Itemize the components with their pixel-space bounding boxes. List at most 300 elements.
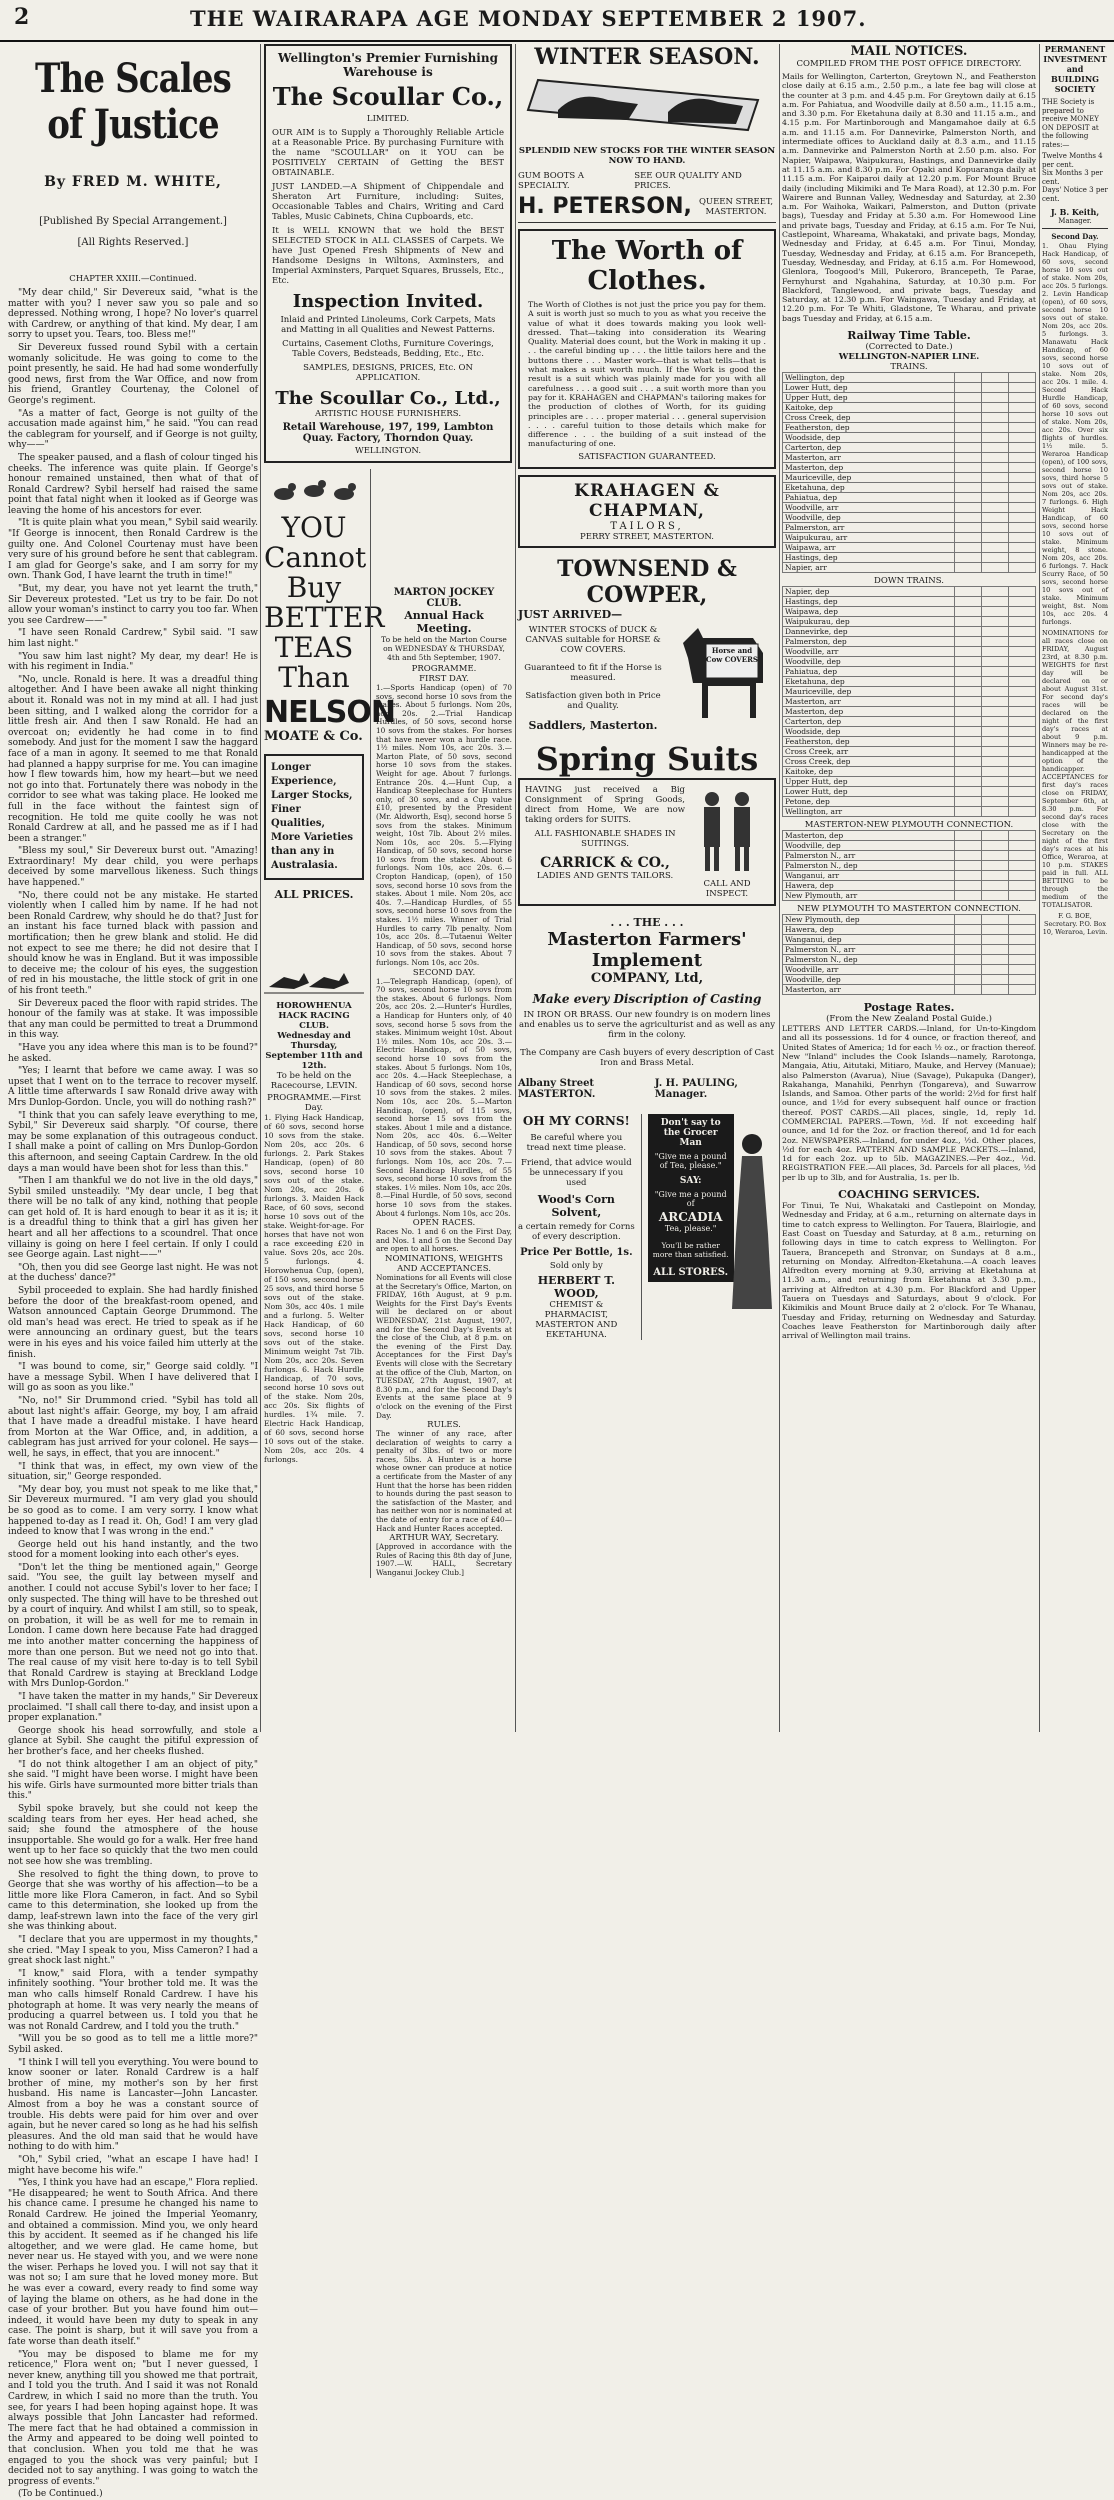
station-name: Woodville, dep xyxy=(783,975,955,985)
serial-paragraph: "Then I am thankful we do not live in the old days," Sybil smiled unsteadily. "My dear uncle, I beg that there will be no talk of any kind, nothing that people can get hold of. It is hard enough to bear it as it is; it is a dreadful thing to think that a girl has given her heart and all her affections to a scoundrel. That once villainy is going on here I feel certain. If only I could see George again. Last night——" xyxy=(8,1176,258,1261)
down-trains-table xyxy=(782,586,1036,817)
time-cell xyxy=(955,473,982,483)
serial-paragraph: "I do not think altogether I am an object of pity," she said. "I might have been worse. I might have been his wife. Girls have surmounted more bitter trials than this." xyxy=(8,1759,259,1802)
station-row xyxy=(783,463,1036,473)
farmers-dots: . . . THE . . . xyxy=(610,915,684,929)
time-cell xyxy=(955,503,982,513)
time-cell xyxy=(982,851,1009,861)
time-cell xyxy=(982,523,1009,533)
corns-product: Wood's Corn Solvent, xyxy=(537,1192,615,1219)
time-cell xyxy=(1009,637,1036,647)
serial-paragraph: Sir Devereux paced the floor with rapid strides. The honour of the family was at stake. It was impossible that any man could be permitted to treat a Drummond in this way. xyxy=(8,998,258,1041)
arcadia-stores: ALL STORES. xyxy=(653,1266,729,1278)
time-cell xyxy=(982,677,1009,687)
time-cell xyxy=(982,687,1009,697)
station-row xyxy=(783,717,1036,727)
station-row xyxy=(783,483,1036,493)
jockey-sub: Annual Hack Meeting. xyxy=(404,609,484,635)
newspaper-title: THE WAIRARAPA AGE MONDAY SEPTEMBER 2 1907. xyxy=(190,6,867,31)
time-cell xyxy=(955,851,982,861)
time-cell xyxy=(982,841,1009,851)
time-cell xyxy=(955,925,982,935)
up-trains-table xyxy=(782,372,1036,573)
time-cell xyxy=(955,553,982,563)
mail-sub: COMPILED FROM THE POST OFFICE DIRECTORY. xyxy=(796,59,1022,69)
coach-text: For Tinui, Te Nui, Whakataki and Castlepoint on Monday, Wednesday and Friday, at 6 a.m., returning on alternate days in time to catch express to Wellington. For Tauera, Blairlogie, and East Coast on Tuesday and Saturday, at 8 a.m., returning on following days in time to catch express to Wellington. For Tauera, Brancepeth and Stronvar, on Sundays at 8 a.m., returning on Monday. Alfredton-Eketahuna.—A coach leaves Alfredton every morning at 9.30, arriving at Eketahuna at 11.30 a.m., and returning from Eketahuna at 3.30 p.m., arriving at Alfredton at 4.30 p.m. For Blackford and Upper Tauera on Tuesdays and Saturdays, about 9 o'clock. For Kikimikis and Mount Bruce daily at 2 o'clock. For Te Whanau, Tuesday and Friday, returning on Wednesday and Saturday. Coaches leave Featherston for Martinborough daily after arrival of Wellington mail trains. xyxy=(782,1201,1036,1341)
scoullar-ad xyxy=(264,44,512,463)
time-cell xyxy=(955,935,982,945)
serial-paragraph: Sybil proceeded to explain. She had hardly finished before the door of the breakfast-room opened, and Watson announced Captain George Drummond. The old man's head was erect. He tried to speak as if he were announcing an ordinary guest, but the tears were in his eyes and his voice failed him utterly at the finish. xyxy=(8,1286,258,1360)
investment-text: THE Society is prepared to receive MONEY ON DEPOSIT at the following rates:— xyxy=(1042,98,1099,149)
time-cell xyxy=(955,513,982,523)
farmers-manager: J. H. PAULING, Manager. xyxy=(654,1077,738,1100)
station-row xyxy=(783,627,1036,637)
station-row xyxy=(783,757,1036,767)
time-cell xyxy=(1009,393,1036,403)
station-row xyxy=(783,727,1036,737)
np-title: MASTERTON-NEW PLYMOUTH CONNECTION. xyxy=(804,820,1014,831)
rate-row: Twelve Months 4 per cent. xyxy=(1042,152,1103,169)
time-cell xyxy=(1009,807,1036,817)
time-cell xyxy=(1009,423,1036,433)
krahagen-address: PERRY STREET, MASTERTON. xyxy=(580,531,714,542)
serial-notice: [All Rights Reserved.] xyxy=(77,237,189,248)
nelson-brand: NELSON xyxy=(264,695,395,730)
station-row xyxy=(783,607,1036,617)
station-row xyxy=(783,433,1036,443)
time-cell xyxy=(982,861,1009,871)
station-name: Petone, dep xyxy=(783,797,955,807)
station-name: Featherston, dep xyxy=(783,737,955,747)
time-cell xyxy=(982,915,1009,925)
time-cell xyxy=(982,607,1009,617)
station-name: Eketahuna, dep xyxy=(783,483,955,493)
serial-paragraph: "I think that you can safely leave everything to me, Sybil," Sir Devereux said sharply. "Of course, there may be some explanation of this outrageous conduct. I shall make a point of calling on Mrs Dunlop-Gordon this afternoon, and seeing Captain Cardrew. In the old days a man would have been shot for less than this." xyxy=(8,1110,258,1174)
time-cell xyxy=(982,373,1009,383)
station-name: Hawera, dep xyxy=(783,925,955,935)
time-cell xyxy=(982,697,1009,707)
time-cell xyxy=(982,757,1009,767)
time-cell xyxy=(982,493,1009,503)
station-row xyxy=(783,881,1036,891)
time-cell xyxy=(1009,915,1036,925)
station-name: Wellington, arr xyxy=(783,807,955,817)
farmers-text: IN IRON OR BRASS. Our new foundry is on modern lines and enables us to serve the agriculturist and as well as any firm in the colony. xyxy=(518,1009,776,1040)
time-cell xyxy=(982,657,1009,667)
time-cell xyxy=(1009,697,1036,707)
time-cell xyxy=(955,543,982,553)
station-name: Featherston, dep xyxy=(783,423,955,433)
rail-sub: (Corrected to Date.) xyxy=(865,342,953,353)
investment-sig: J. B. Keith, xyxy=(1050,207,1100,217)
winter-quality: SEE OUR QUALITY AND PRICES. xyxy=(634,171,742,191)
station-name: Woodside, dep xyxy=(783,727,955,737)
winter-season-ad xyxy=(518,44,776,219)
time-cell xyxy=(955,881,982,891)
spring-figures xyxy=(685,785,769,899)
scoullar-invited: Inspection Invited. xyxy=(292,291,484,312)
serial-paragraph: "As a matter of fact, George is not guilty of the accusation made against him," he said. "You can read the cablegram for yourself, and if George is not guilty, why——" xyxy=(8,408,258,451)
station-row xyxy=(783,513,1036,523)
station-row xyxy=(783,523,1036,533)
time-cell xyxy=(955,383,982,393)
time-cell xyxy=(955,413,982,423)
time-cell xyxy=(955,727,982,737)
serial-paragraph: "Have you any idea where this man is to be found?" he asked. xyxy=(8,1042,258,1064)
time-cell xyxy=(1009,787,1036,797)
station-name: Pahiatua, dep xyxy=(783,667,955,677)
time-cell xyxy=(955,841,982,851)
station-name: Hawera, dep xyxy=(783,881,955,891)
station-name: Dannevirke, dep xyxy=(783,627,955,637)
station-name: Wanganui, dep xyxy=(783,935,955,945)
station-row xyxy=(783,807,1036,817)
mail-title: MAIL NOTICES. xyxy=(850,44,968,59)
time-cell xyxy=(982,707,1009,717)
np-table xyxy=(782,830,1036,901)
spring-text: HAVING just received a Big Consignment of Spring Goods, direct from Home, We are now taking orders for SUITS. xyxy=(525,784,685,825)
station-row xyxy=(783,647,1036,657)
station-name: Woodville, dep xyxy=(783,513,955,523)
time-cell xyxy=(982,717,1009,727)
station-row xyxy=(783,423,1036,433)
time-cell xyxy=(1009,597,1036,607)
hack-items: 1. Flying Hack Handicap, of 60 sovs, second horse 10 sovs from the stake. Nom 20s, acc 20s. 6 furlongs. 2. Park Stakes Handicap, (open) of 80 sovs, second horse 10 sovs out of the stake. Nom 20s, acc 20s. 6 furlongs. 3. Maiden Hack Race, of 60 sovs, second horse 10 sovs out of the stake. Weight-for-age. For horses that have not won a race exceeding £20 in value. Sovs 20s, acc 20s. 5 furlongs. 4. Horowhenua Cup, (open), of 150 sovs, second horse 25 sovs, and third horse 5 sovs out of the stake. Nom 30s, acc 40s. 1 mile and a furlong. 5. Welter Hack Handicap, of 60 sovs, second horse 10 sovs out of the stake. Minimum weight 7st 7lb. Nom 20s, acc 20s. Seven furlongs. 6. Hack Hurdle Handicap, of 70 sovs, second horse 10 sovs out of the stake. Nom 20s, acc 20s. Six flights of hurdles. 1¾ mile. 7. Electric Hack Handicap, of 60 sovs, second horse 10 sovs out of the stake. Nom 20s, acc 20s. 4 furlongs. xyxy=(264,1113,364,1464)
serial-paragraph: George held out his hand instantly, and the two stood for a moment looking into each other's eyes. xyxy=(8,1539,258,1561)
scoullar-text: JUST LANDED.—A Shipment of Chippendale and Sheraton Art Furniture, including: Suites, Occasionable Tables and Chairs, Writing and Card Tables, Music Cabinets, China Cupboards, etc. xyxy=(272,182,504,222)
serial-paragraph: "Yes, I think you have had an escape," Flora replied. "He disappeared; he went to South Africa. And there his chance came. I presume he changed his name to Ronald Cardrew. He joined the Imperial Yeomanry, and obtained a commission. Mind you, we only heard this by accident. It seemed as if he changed his life altogether, and we were glad. He came home, but never near us. He stayed with you, and we were none the wiser. Perhaps he loved you. I will not say that it was not so; I am sure that he loved money more. But he was ever a coward, every ready to find some way of laying the blame on others, as he had done in the case of your brother. But you have found him out—indeed, it would have been my duty to speak in any case. The point is sharp, but it will save you from a fate worse than death itself." xyxy=(8,2178,258,2348)
corns-firm: HERBERT T. WOOD, xyxy=(537,1273,615,1300)
nelson-prices: ALL PRICES. xyxy=(274,888,354,901)
nelson-box-line: Longer Experience, xyxy=(271,762,337,787)
farmers-ad xyxy=(518,916,776,1100)
time-cell xyxy=(955,667,982,677)
time-cell xyxy=(982,925,1009,935)
station-name: New Plymouth, dep xyxy=(783,915,955,925)
time-cell xyxy=(955,523,982,533)
time-cell xyxy=(955,707,982,717)
station-row xyxy=(783,553,1036,563)
station-name: Waipawa, arr xyxy=(783,543,955,553)
station-name: Lower Hutt, dep xyxy=(783,787,955,797)
serial-chapter: CHAPTER XXIII.—Continued. xyxy=(69,274,197,284)
serial-byline: By FRED M. WHITE, xyxy=(44,174,222,190)
station-row xyxy=(783,637,1036,647)
time-cell xyxy=(1009,737,1036,747)
station-row xyxy=(783,915,1036,925)
time-cell xyxy=(955,607,982,617)
time-cell xyxy=(1009,757,1036,767)
townsend-text: WINTER STOCKS of DUCK & CANVAS suitable for HORSE & COW COVERS. xyxy=(525,624,661,655)
station-name: Napier, dep xyxy=(783,587,955,597)
krahagen-sub: TAILORS, xyxy=(610,520,684,532)
station-row xyxy=(783,403,1036,413)
mail-text: Mails for Wellington, Carterton, Greytown N., and Featherston close daily at 6.15 a.m., 2.50 p.m., a late fee bag will close at the counter at 3 p.m. and 4.45 p.m. For Greytown daily at 6.15 a.m. For Pahiatua, and Woodville daily at 8.50 a.m., 11.15 a.m., and 3.30 p.m. For Eketahuna daily at 8.30 and 11.15 a.m., and 4.15 p.m. For Martinborough and Mangamahoe daily at 6.5 a.m. and 11.15 a.m. For Dannevirke, Palmerston North, and intermediate offices to Auckland daily at 8.3 a.m., and 11.15 a.m. Dannevirke and Palmerston North at 2.50 p.m. also. For Napier, Waipawa, Waipukurau, Hastings, and Dannevirke daily at 11.15 a.m. and 8.30 p.m. For Opaki and Kopuaranga daily at 11.15 a.m. For Kaiparoi daily at 12.20 p.m. For Mount Bruce daily (including Mikimiki and Te Mara Road), at 12.30 p.m. For Wairere and Bunnan Valley, Wednesday and Saturday, at 2.30 a.m. For Waihoka, Waikari, Palmerston, and Dutton (private bags), Tuesday and Friday at 5.30 a.m. For Homewood Line and private bags, Tuesday and Friday, at 6.15 a.m. For Te Nui, Castlepoint, Whareama, Whakataki, and private bags, Monday, Wednesday and Friday, at 6.45 a.m. For Tinui, Monday, Tuesday, Wednesday and Friday, at 6.15 a.m. For Brancepeth, Tuesday, Wednesday, and Friday, at 6.15 a.m. For Homewood, Glenlora, Toogood's Mill, Pukeroro, Brancepeth, Te Parae, Fernyhurst and Ngahahina, Saturday, at 10.30 p.m. For Blackford, Tanglewood, and private bags, Tuesday and Saturday, at 12.30 p.m. For Waingawa, Tuesday and Friday, at 12.20 p.m. For Te Whiti, Gladstone, Te Wharau, and private bags Tuesday and Friday, at 6.15 a.m. xyxy=(782,72,1036,323)
farmers-title-sub: COMPANY, Ltd, xyxy=(590,970,704,986)
station-row xyxy=(783,667,1036,677)
investment-sig2: Manager. xyxy=(1058,217,1092,225)
rail-down: DOWN TRAINS. xyxy=(874,576,944,587)
station-name: Woodville, arr xyxy=(783,965,955,975)
time-cell xyxy=(955,767,982,777)
time-cell xyxy=(1009,493,1036,503)
nelson-slogan-line: Buy xyxy=(286,571,342,604)
station-name: Masterton, arr xyxy=(783,985,955,995)
postage-title: Postage Rates. xyxy=(863,1001,955,1015)
station-name: Cross Creek, arr xyxy=(783,747,955,757)
column-rule xyxy=(260,44,261,1732)
arcadia-brand: ARCADIA xyxy=(658,1209,723,1224)
time-cell xyxy=(1009,707,1036,717)
spring-suits-ad xyxy=(518,740,776,906)
station-name: Masterton, arr xyxy=(783,697,955,707)
nelson-box-line: More Varieties xyxy=(271,832,354,843)
arcadia-line: "Give me a pound of Tea, please." xyxy=(654,1151,727,1170)
farmers-title: Masterton Farmers' Implement xyxy=(547,928,747,971)
time-cell xyxy=(1009,617,1036,627)
winter-specialty: GUM BOOTS A SPECIALTY. xyxy=(518,171,585,191)
mail-notices-column xyxy=(782,44,1036,1732)
serial-notice: [Published By Special Arrangement.] xyxy=(39,216,227,227)
time-cell xyxy=(955,975,982,985)
station-row xyxy=(783,503,1036,513)
investment-rates xyxy=(1042,152,1108,203)
station-row xyxy=(783,383,1036,393)
investment-title: PERMANENT INVESTMENT and BUILDING SOCIETY xyxy=(1043,44,1107,94)
time-cell xyxy=(955,463,982,473)
time-cell xyxy=(982,433,1009,443)
time-cell xyxy=(982,513,1009,523)
winter-firm xyxy=(518,194,776,219)
spring-text: ALL FASHIONABLE SHADES IN SUITINGS. xyxy=(534,828,676,849)
time-cell xyxy=(955,777,982,787)
time-cell xyxy=(1009,881,1036,891)
time-cell xyxy=(982,767,1009,777)
jockey-day: FIRST DAY. xyxy=(419,674,469,684)
time-cell xyxy=(982,955,1009,965)
farmers-sub: Make every Discription of Casting xyxy=(532,991,762,1006)
hack-racing-ad xyxy=(264,961,364,1464)
time-cell xyxy=(1009,657,1036,667)
farmers-footer xyxy=(518,1078,776,1100)
time-cell xyxy=(982,965,1009,975)
nelson-box-line: Finer Qualities, xyxy=(271,804,325,829)
column-three xyxy=(518,44,776,1732)
winter-line xyxy=(518,171,776,191)
jockey-title: MARTON JOCKEY CLUB. xyxy=(393,587,495,609)
time-cell xyxy=(1009,831,1036,841)
corns-text: a certain remedy for Corns of every description. xyxy=(518,1221,635,1242)
time-cell xyxy=(982,533,1009,543)
time-cell xyxy=(1009,687,1036,697)
scoullar-text: Inlaid and Printed Linoleums, Cork Carpets, Mats and Matting in all Qualities and Newest Patterns. xyxy=(280,315,496,335)
station-name: Carterton, dep xyxy=(783,717,955,727)
time-cell xyxy=(982,383,1009,393)
serial-paragraph: (To be Continued.) xyxy=(18,2489,103,2500)
time-cell xyxy=(955,597,982,607)
serial-paragraph: "I have taken the matter in my hands," Sir Devereux proclaimed. "I shall call there to-day, and insist upon a proper explanation." xyxy=(8,1692,258,1724)
station-name: Napier, arr xyxy=(783,563,955,573)
time-cell xyxy=(982,617,1009,627)
serial-paragraph: "No, there could not be any mistake. He started violently when I called him by name. If he had not been Ronald Cardrew, why should he do that? Just for an instant his face turned black with passion and mortification; then he grew blank and stolid. He did not expect to see me there; he did not desire that I should know he was in England. But it was impossible to deceive me; the colour of his eyes, the suggestion of red in his moustache, the little stock of grit in one of his front teeth." xyxy=(8,890,258,996)
time-cell xyxy=(955,627,982,637)
scoullar-name: The Scoullar Co., xyxy=(272,82,504,111)
time-cell xyxy=(982,637,1009,647)
spacer xyxy=(376,469,512,587)
station-row xyxy=(783,945,1036,955)
time-cell xyxy=(955,915,982,925)
serial-paragraph: "Don't let the thing be mentioned again," George said. "You see, the guilt lay between myself and another. I could not accuse Sybil's lover to her face; I only suspected. The thing will have to be threshed out by a court of inquiry. And whilst I am still, so to speak, on probation, it will be as well for me to remain in London. I came down here because Fate had dragged me into another matter concerning the happiness of more than one person. But we need not go into that. The real cause of my visit here to-day is to tell Sybil that Ronald Cardrew is staying at Breckland Lodge with Mrs Dunlop-Gordon." xyxy=(8,1562,258,1690)
time-cell xyxy=(1009,587,1036,597)
time-cell xyxy=(1009,871,1036,881)
hack-when: Wednesday and Thursday, September 11th and 12th. xyxy=(265,1031,363,1071)
hack-items-day2: 1. Ohau Flying Hack Handicap, of 60 sovs, second horse 10 sovs out of stake. Nom 20s, acc 20s. 5 furlongs. 2. Levin Handicap (open), of 60 sovs, second horse 10 sovs out of stake. Nom 20s, acc 20s. 5 furlongs. 3. Manawatu Hack Handicap, of 60 sovs, second horse 10 sovs out of stake. Nom 20s, acc 20s. 1 mile. 4. Second Hack Hurdle Handicap, of 60 sovs, second horse 10 sovs out of stake. Nom 20s, acc 20s. Over six flights of hurdles. 1½ mile. 5. Weraroa Handicap (open), of 100 sovs, second horse 10 sovs, third horse 5 sovs out of stake. Nom 20s, acc 20s. 7 furlongs. 6. High Weight Hack Handicap, of 60 sovs, second horse 10 sovs out of stake. Minimum weight, 8 stone. Nom 20s, acc 20s. 6 furlongs. 7. Hack Scurry Race, of 50 sovs, second horse 10 sovs out of stake. Minimum weight, 8st. Nom 10s, acc 20s. 4 furlongs. xyxy=(1042,241,1108,626)
station-row xyxy=(783,787,1036,797)
time-cell xyxy=(955,945,982,955)
nelson-brand-sub: MOATE & Co. xyxy=(264,729,363,744)
nelson-slogan-line: BETTER xyxy=(264,601,385,634)
station-name: Masterton, dep xyxy=(783,463,955,473)
station-row xyxy=(783,563,1036,573)
station-name: Eketahuna, dep xyxy=(783,677,955,687)
time-cell xyxy=(955,453,982,463)
scoullar-text: SAMPLES, DESIGNS, PRICES, Etc. ON APPLICATION. xyxy=(303,363,473,383)
station-name: Waipawa, dep xyxy=(783,607,955,617)
column-rule xyxy=(515,44,516,1732)
clothes-text: The Worth of Clothes is not just the price you pay for them. A suit is worth just so much to you as what you receive the value of what it does towards making you look well-dressed. That—taking into consideration its Wearing Quality. Material does count, but the Work in making it up . . . the careful binding up . . . the little tailors here and the buttons there . . . Master work—that is what tells—that is what makes a suit worth much. If the Work is good the result is a suit which was plainly made for you with all carefulness . . . a good suit . . . a suit worth more than you pay for it. KRAHAGEN and CHAPMAN's tailoring makes for the production of clothes of Worth, for its guiding principles are . . . . proper material . . . general supervision . . . . careful tuition to those details which make for difference . . . the building of a suit instead of the manufacturing of one. xyxy=(528,300,766,449)
station-row xyxy=(783,891,1036,901)
spring-firm: CARRICK & CO., xyxy=(540,854,670,871)
serial-paragraph: The speaker paused, and a flash of colour tinged his cheeks. The inference was quite plain. If George's honour remained unstained, then what of that of Ronald Cardrew? Sybil herself had raised the same point that fatal night when it looked as if George was leaving the home of his ancestors for ever. xyxy=(8,452,258,516)
serial-paragraph: "Oh, then you did see George last night. He was not at the duchess' dance?" xyxy=(8,1262,258,1284)
serial-paragraph: "Bless my soul," Sir Devereux burst out. "Amazing! Extraordinary! My dear child, you were perhaps deceived by some marvellous likeness. Such things have happened." xyxy=(8,846,258,889)
arcadia-line: "Give me a pound of xyxy=(654,1189,727,1208)
rail-title: Railway Time Table. xyxy=(847,329,971,343)
scoullar-city: WELLINGTON. xyxy=(354,446,422,456)
time-cell xyxy=(1009,523,1036,533)
postage-text: LETTERS AND LETTER CARDS.—Inland, for Un-to-Kingdom and all its possessions. 1d for 4 ounce, or fraction thereof, and United States of America; 1d for each ½ oz., or fraction thereof. New "Inland" includes the Cook Islands—namely, Rarotonga, Mangaia, Atiu, Aitutaki, Mitiaro, Mauke, and Hervey (Manuae); also Palmerston (Avarua), Niue (Savage), Pukapuka (Danger), Rakahanga, Manahiki, Penrhyn (Tongareva), and Suwarrow Islands, and Samoa. Other parts of the world: 2½d for first half ounce, and 1½d for every subsequent half ounce or fraction thereof. POST CARDS.—All places, single, 1d, reply 1d. COMMERCIAL PAPERS.—Town, ½d. If not exceeding half ounce, and 1d for the 2oz. or fraction thereof, and 1d for each 2oz. NEWSPAPERS.—Inland, for under 4oz., ½d. Other places, ½d for each 4oz. PATTERN AND SAMPLE PACKETS.—Inland, 1d for each 2oz. up to 5lb. MAGAZINES.—Per 4oz., ½d. REGISTRATION FEE.—All places, 3d. Parcels for all places, ½d per lb up to 3lb, and for Australia, 1s. per lb. xyxy=(782,1024,1036,1182)
serial-paragraph: "Will you be so good as to tell me a little more?" Sybil asked. xyxy=(8,2034,258,2055)
corns-text: Friend, that advice would be unnecessary if you used xyxy=(521,1157,632,1188)
time-cell xyxy=(982,483,1009,493)
time-cell xyxy=(955,955,982,965)
np2-title: NEW PLYMOUTH TO MASTERTON CONNECTION. xyxy=(797,904,1021,915)
jockey-text: Nominations for all Events will close at the Secretary's Office, Marton, on FRIDAY, 16th August, at 9 p.m. Weights for the First Day's Events will be declared on or about WEDNESDAY, 21st August, 1907, and for the Second Day's Events at the close of the Club, at 8 p.m. on the evening of the First Day. Acceptances for the First Day's Events will close with the Secretary at the office of the Club, Marton, on TUESDAY, 27th August, 1907, at 8.30 p.m., and for the Second Day's Events at the same place at 9 o'clock on the evening of the First Day. xyxy=(376,1273,512,1420)
marton-jockey-ad xyxy=(370,469,512,1578)
arcadia-ad xyxy=(642,1114,776,1340)
rate-row: Days' Notice 3 per cent. xyxy=(1042,186,1108,203)
time-cell xyxy=(955,757,982,767)
jockey-day: SECOND DAY. xyxy=(412,967,476,978)
station-row xyxy=(783,925,1036,935)
horse-icon xyxy=(668,608,776,728)
time-cell xyxy=(955,687,982,697)
time-cell xyxy=(982,881,1009,891)
time-cell xyxy=(955,403,982,413)
winter-name: H. PETERSON, xyxy=(518,194,692,219)
station-name: Pahiatua, dep xyxy=(783,493,955,503)
corns-ad xyxy=(518,1114,642,1340)
station-name: Masterton, dep xyxy=(783,831,955,841)
time-cell xyxy=(1009,935,1036,945)
race-horses-icon xyxy=(264,961,364,997)
serial-paragraph: "You saw him last night? My dear, my dear! He is with his regiment in India." xyxy=(8,651,258,673)
townsend-address: Saddlers, Masterton. xyxy=(528,718,658,732)
serial-paragraph: "I think that was, in effect, my own view of the situation, sir," George responded. xyxy=(8,1461,258,1483)
time-cell xyxy=(1009,965,1036,975)
serial-paragraph: "I think I will tell you everything. You were bound to know sooner or later. Ronald Cardrew is a half brother of mine, my mother's son by her first husband. His name is Lancaster—John Lancaster. Almost from a boy he was a constant source of trouble. His debts were paid for him over and over again, but he never cared so long as he had his selfish pleasures. And the old man said that he would have nothing to do with him." xyxy=(8,2057,258,2153)
time-cell xyxy=(955,797,982,807)
time-cell xyxy=(1009,533,1036,543)
time-cell xyxy=(955,891,982,901)
townsend-arrived: JUST ARRIVED— xyxy=(518,607,623,621)
serial-title: The Scales of Justice xyxy=(35,55,231,148)
station-row xyxy=(783,657,1036,667)
corns-text: Be careful where you tread next time please. xyxy=(526,1132,627,1153)
jockey-noms: NOMINATIONS, WEIGHTS AND ACCEPTANCES. xyxy=(385,1254,503,1274)
scoullar-limited: LIMITED. xyxy=(366,114,410,124)
middle-block xyxy=(264,469,512,1769)
time-cell xyxy=(1009,851,1036,861)
time-cell xyxy=(982,797,1009,807)
rail-line: WELLINGTON-NAPIER LINE. xyxy=(838,352,980,363)
time-cell xyxy=(1009,717,1036,727)
time-cell xyxy=(982,463,1009,473)
time-cell xyxy=(982,831,1009,841)
jockey-sig: ARTHUR WAY, Secretary. xyxy=(389,1533,499,1544)
serial-paragraph: "I declare that you are uppermost in my thoughts," she cried. "May I speak to you, Miss Cameron? I had a great shock last night." xyxy=(8,1935,258,1967)
horse-cover-label: Horse and Cow COVERS xyxy=(706,645,758,664)
scoullar-text: Curtains, Casement Cloths, Furniture Coverings, Table Covers, Bedsteads, Bedding, Etc., Etc. xyxy=(282,339,494,359)
spring-firm-sub: LADIES AND GENTS TAILORS. xyxy=(536,870,674,881)
station-row xyxy=(783,697,1036,707)
time-cell xyxy=(1009,433,1036,443)
station-name: Wellington, dep xyxy=(783,373,955,383)
serial-paragraph: "No, no!" Sir Drummond cried. "Sybil has told all about last night's affair. George, my boy, I am afraid that I have made a dreadful mistake. I have heard from Morton at the War Office, and, in addition, a cablegram has just arrived for your colonel. He says—well, he says, in effect, that you are innocent." xyxy=(8,1395,258,1459)
scoullar-text: It is WELL KNOWN that we hold the BEST SELECTED STOCK in ALL CLASSES of Carpets. We have Just Opened Fresh Shipments of New and Handsome Designs in Wiltons, Axminsters, and Imperial Axminsters, Parquet Squares, Brussels, Etc., Etc. xyxy=(272,226,504,286)
hack-sig: F. G. BOE, Secretary. P.O. Box 10, Weraroa, Levin. xyxy=(1042,911,1108,936)
jockey-programme: PROGRAMME. xyxy=(411,664,477,674)
station-name: Waipukurau, arr xyxy=(783,533,955,543)
spring-box xyxy=(518,778,776,906)
footwear-banner-icon xyxy=(518,70,776,140)
townsend-guarantee: Guaranteed to fit if the Horse is measured. xyxy=(524,662,662,683)
time-cell xyxy=(1009,553,1036,563)
serial-paragraph: George shook his head sorrowfully, and stole a glance at Sybil. She caught the pitiful expression of her brother's face, and her cheeks flushed. xyxy=(8,1725,258,1757)
time-cell xyxy=(982,403,1009,413)
time-cell xyxy=(955,393,982,403)
column-two xyxy=(264,44,512,1732)
winter-title: WINTER SEASON. xyxy=(534,44,760,70)
station-name: Cross Creek, dep xyxy=(783,757,955,767)
arcadia-line: SAY: xyxy=(679,1175,702,1186)
time-cell xyxy=(1009,777,1036,787)
time-cell xyxy=(955,861,982,871)
time-cell xyxy=(955,587,982,597)
station-row xyxy=(783,861,1036,871)
time-cell xyxy=(955,483,982,493)
jockey-rules: RULES. xyxy=(427,1420,461,1431)
station-name: Lower Hutt, dep xyxy=(783,383,955,393)
serial-paragraph: "No, uncle. Ronald is here. It was a dreadful thing altogether. And I have been awake all night thinking about it. Ronald was not in my mind at all. I had just been sitting, and I walked along the corridor for a little fresh air. And then I saw Ronald. He had an overcoat on; evidently he had come in to find somebody. And just for the moment I saw the haggard face of a man in agony. It seemed to me that Ronald had planned a happy surprise for me. You can imagine how I flew towards him, how my heart—but we need not go into that. Fortunately there was nobody in the corridor to see what was taking place. He looked me full in the face without the faintest sign of recognition. He told me quite coolly he was not Ronald Cardrew at all, and he passed me as if I had been a stranger." xyxy=(8,674,258,844)
townsend-title: TOWNSEND & COWPER, xyxy=(557,555,737,608)
clothes-guarantee: SATISFACTION GUARANTEED. xyxy=(578,451,716,462)
time-cell xyxy=(955,533,982,543)
time-cell xyxy=(1009,945,1036,955)
station-row xyxy=(783,533,1036,543)
station-name: Palmerston N., arr xyxy=(783,945,955,955)
time-cell xyxy=(1009,607,1036,617)
